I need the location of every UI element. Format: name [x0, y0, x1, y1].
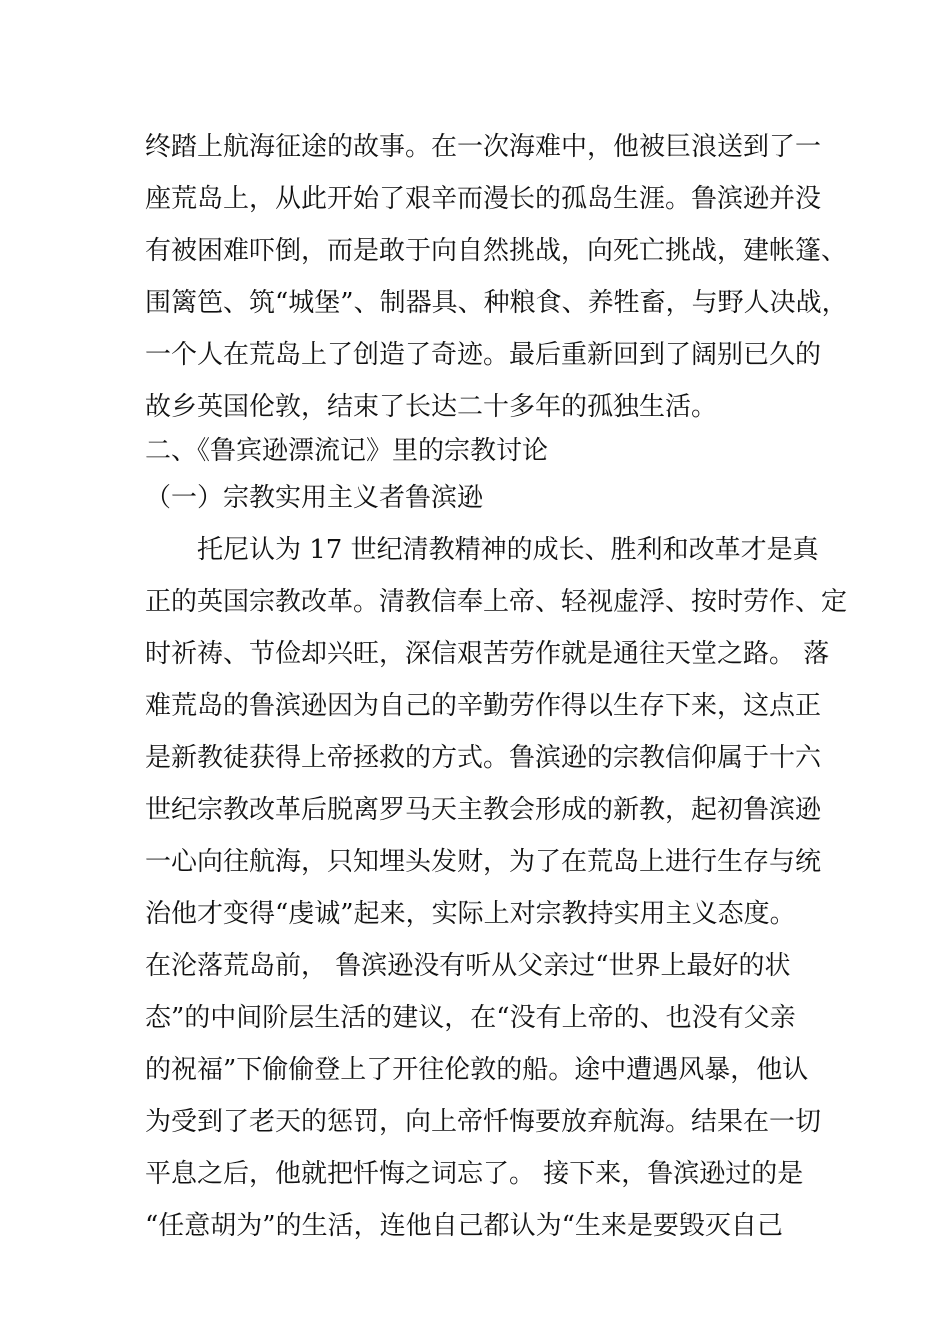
body-text-line: 有被困难吓倒，而是敢于向自然挑战，向死亡挑战，建帐篷、	[145, 236, 848, 266]
section-heading: 二、《鲁宾逊漂流记》里的宗教讨论	[145, 436, 549, 466]
body-text-line: 为受到了老天的惩罚，向上帝忏悔要放弃航海。结果在一切	[145, 1107, 822, 1137]
body-text-line: 座荒岛上，从此开始了艰辛而漫长的孤岛生涯。鲁滨逊并没	[145, 184, 822, 214]
body-text-line: 正的英国宗教改革。清教信奉上帝、轻视虚浮、按时劳作、定	[145, 587, 848, 617]
body-text-line: 时祈祷、节俭却兴旺，深信艰苦劳作就是通往天堂之路。 落	[145, 639, 830, 669]
subsection-heading: （一）宗教实用主义者鲁滨逊	[145, 483, 484, 513]
body-text-line: 是新教徒获得上帝拯救的方式。鲁滨逊的宗教信仰属于十六	[145, 743, 822, 773]
body-text-line: 终踏上航海征途的故事。在一次海难中，他被巨浪送到了一	[145, 132, 822, 162]
body-text-line: 一心向往航海，只知埋头发财，为了在荒岛上进行生存与统	[145, 847, 822, 877]
body-text-line: 围篱笆、筑“城堡”、制器具、种粮食、养牲畜，与野人决战，	[145, 288, 848, 318]
body-text-line: “任意胡为”的生活，连他自己都认为“生来是要毁灭自己	[145, 1211, 783, 1241]
body-text-line: 的祝福”下偷偷登上了开往伦敦的船。途中遭遇风暴，他认	[145, 1055, 809, 1085]
body-text-line: 态”的中间阶层生活的建议，在“没有上帝的、也没有父亲	[145, 1003, 796, 1033]
body-text-line: 在沦落荒岛前， 鲁滨逊没有听从父亲过“世界上最好的状	[145, 951, 791, 981]
body-text-line: 平息之后，他就把忏悔之词忘了。 接下来，鲁滨逊过的是	[145, 1159, 804, 1189]
body-text-line: 故乡英国伦敦，结束了长达二十多年的孤独生活。	[145, 392, 718, 422]
body-text-line: 治他才变得“虔诚”起来，实际上对宗教持实用主义态度。	[145, 899, 796, 929]
paragraph-first-line: 托尼认为 17 世纪清教精神的成长、胜利和改革才是真	[197, 535, 819, 565]
body-text-line: 世纪宗教改革后脱离罗马天主教会形成的新教，起初鲁滨逊	[145, 795, 822, 825]
body-text-line: 一个人在荒岛上了创造了奇迹。最后重新回到了阔别已久的	[145, 340, 822, 370]
body-text-line: 难荒岛的鲁滨逊因为自己的辛勤劳作得以生存下来，这点正	[145, 691, 822, 721]
